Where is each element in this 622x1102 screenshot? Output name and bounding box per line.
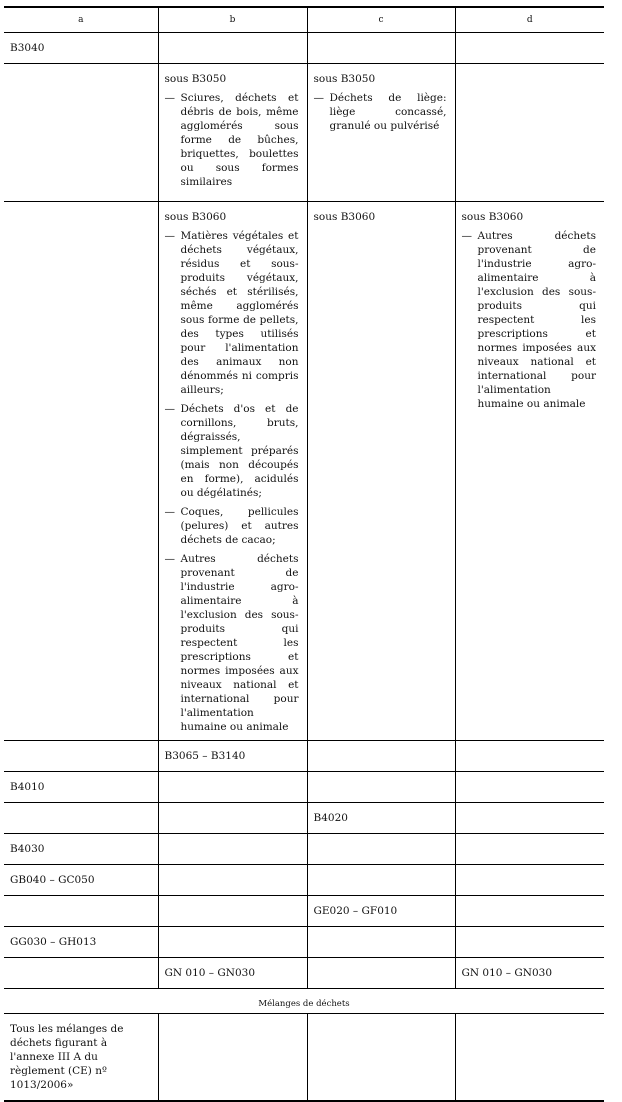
cell-heading: sous B3050 bbox=[164, 73, 227, 85]
cell-a bbox=[4, 741, 158, 772]
list-item-text: Autres déchets provenant de l'industrie agro-alimentaire à l'exclusion des sous-produits qui respectent les prescriptions et normes imposées aux niveaux national et international pour l'alimentation humaine ou animale bbox=[180, 553, 299, 733]
table-row bbox=[4, 33, 604, 64]
cell-d bbox=[455, 33, 604, 64]
list-item bbox=[165, 91, 301, 189]
dash-marker: — bbox=[164, 403, 175, 415]
cell-a bbox=[4, 896, 158, 927]
cell-a: GB040 – GC050 bbox=[4, 865, 158, 896]
cell-a: Tous les mélanges de déchets figurant à l'annexe III A du règlement (CE) nº 1013/2006» bbox=[4, 1014, 158, 1102]
cell-a: GG030 – GH013 bbox=[4, 927, 158, 958]
cell-heading: sous B3050 bbox=[313, 73, 376, 85]
list-item-text: Déchets de liège: liège concassé, granulé ou pulvérisé bbox=[329, 92, 447, 132]
cell-b bbox=[158, 202, 307, 741]
cell-d bbox=[455, 772, 604, 803]
cell-d bbox=[455, 803, 604, 834]
cell-a bbox=[4, 202, 158, 741]
section-row bbox=[4, 989, 604, 1014]
dash-marker: — bbox=[164, 92, 175, 104]
cell-d bbox=[455, 741, 604, 772]
header-a: a bbox=[4, 7, 158, 33]
section-title: Mélanges de déchets bbox=[4, 989, 604, 1014]
dash-marker: — bbox=[461, 230, 472, 242]
cell-c bbox=[307, 202, 455, 741]
cell-b bbox=[158, 865, 307, 896]
header-row bbox=[4, 7, 604, 33]
table-row bbox=[4, 896, 604, 927]
table-row bbox=[4, 202, 604, 741]
cell-d bbox=[455, 834, 604, 865]
table-row bbox=[4, 865, 604, 896]
cell-c bbox=[307, 927, 455, 958]
table-row bbox=[4, 741, 604, 772]
cell-a: B4010 bbox=[4, 772, 158, 803]
list-item bbox=[314, 91, 449, 133]
cell-d bbox=[455, 202, 604, 741]
cell-c bbox=[307, 33, 455, 64]
cell-b bbox=[158, 896, 307, 927]
dash-marker: — bbox=[313, 92, 324, 104]
cell-a bbox=[4, 64, 158, 202]
cell-b bbox=[158, 1014, 307, 1102]
list-item-text: Sciures, déchets et débris de bois, même agglomérés sous forme de bûches, briquettes, boulettes ou sous formes similaires bbox=[180, 92, 299, 188]
cell-d bbox=[455, 1014, 604, 1102]
cell-a: B4030 bbox=[4, 834, 158, 865]
dash-marker: — bbox=[164, 553, 175, 565]
cell-c bbox=[307, 865, 455, 896]
table-row bbox=[4, 927, 604, 958]
cell-c: B4020 bbox=[307, 803, 455, 834]
dash-marker: — bbox=[164, 506, 175, 518]
cell-b: B3065 – B3140 bbox=[158, 741, 307, 772]
cell-heading: sous B3060 bbox=[461, 211, 524, 223]
cell-d: GN 010 – GN030 bbox=[455, 958, 604, 989]
list-item bbox=[165, 402, 301, 500]
cell-d bbox=[455, 896, 604, 927]
cell-c bbox=[307, 958, 455, 989]
cell-d bbox=[455, 927, 604, 958]
cell-c bbox=[307, 64, 455, 202]
cell-b bbox=[158, 772, 307, 803]
cell-b bbox=[158, 33, 307, 64]
header-c: c bbox=[307, 7, 455, 33]
dash-marker: — bbox=[164, 230, 175, 242]
list-item bbox=[462, 229, 599, 411]
cell-b bbox=[158, 834, 307, 865]
list-item-text: Déchets d'os et de cornillons, bruts, dégraissés, simplement préparés (mais non découpés en forme), acidulés ou dégélatinés; bbox=[180, 403, 299, 499]
cell-d bbox=[455, 64, 604, 202]
cell-a: B3040 bbox=[4, 33, 158, 64]
cell-b: GN 010 – GN030 bbox=[158, 958, 307, 989]
cell-c bbox=[307, 772, 455, 803]
table-row bbox=[4, 64, 604, 202]
list-item-text: Matières végétales et déchets végétaux, résidus et sous-produits végétaux, séchés et stérilisés, même agglomérés sous forme de pellets, des types utilisés pour l'alimentation des animaux non dénommés ni compris ailleurs; bbox=[180, 230, 299, 396]
cell-b bbox=[158, 64, 307, 202]
cell-heading: sous B3060 bbox=[313, 211, 376, 223]
cell-b bbox=[158, 927, 307, 958]
cell-c bbox=[307, 1014, 455, 1102]
cell-d bbox=[455, 865, 604, 896]
cell-c: GE020 – GF010 bbox=[307, 896, 455, 927]
header-d: d bbox=[455, 7, 604, 33]
table-row bbox=[4, 772, 604, 803]
table-row bbox=[4, 803, 604, 834]
table-row bbox=[4, 1014, 604, 1102]
list-item bbox=[165, 229, 301, 397]
list-item-text: Coques, pellicules (pelures) et autres déchets de cacao; bbox=[180, 506, 299, 546]
cell-c bbox=[307, 741, 455, 772]
cell-heading: sous B3060 bbox=[164, 211, 227, 223]
cell-a bbox=[4, 958, 158, 989]
table-row bbox=[4, 834, 604, 865]
list-item bbox=[165, 505, 301, 547]
header-b: b bbox=[158, 7, 307, 33]
cell-a bbox=[4, 803, 158, 834]
cell-c bbox=[307, 834, 455, 865]
list-item bbox=[165, 552, 301, 734]
table-row bbox=[4, 958, 604, 989]
waste-table bbox=[4, 6, 604, 1102]
list-item-text: Autres déchets provenant de l'industrie agro-alimentaire à l'exclusion des sous-produits qui respectent les prescriptions et normes imposées aux niveaux national et international pour l'alimentation humaine ou animale bbox=[477, 230, 596, 410]
cell-b bbox=[158, 803, 307, 834]
